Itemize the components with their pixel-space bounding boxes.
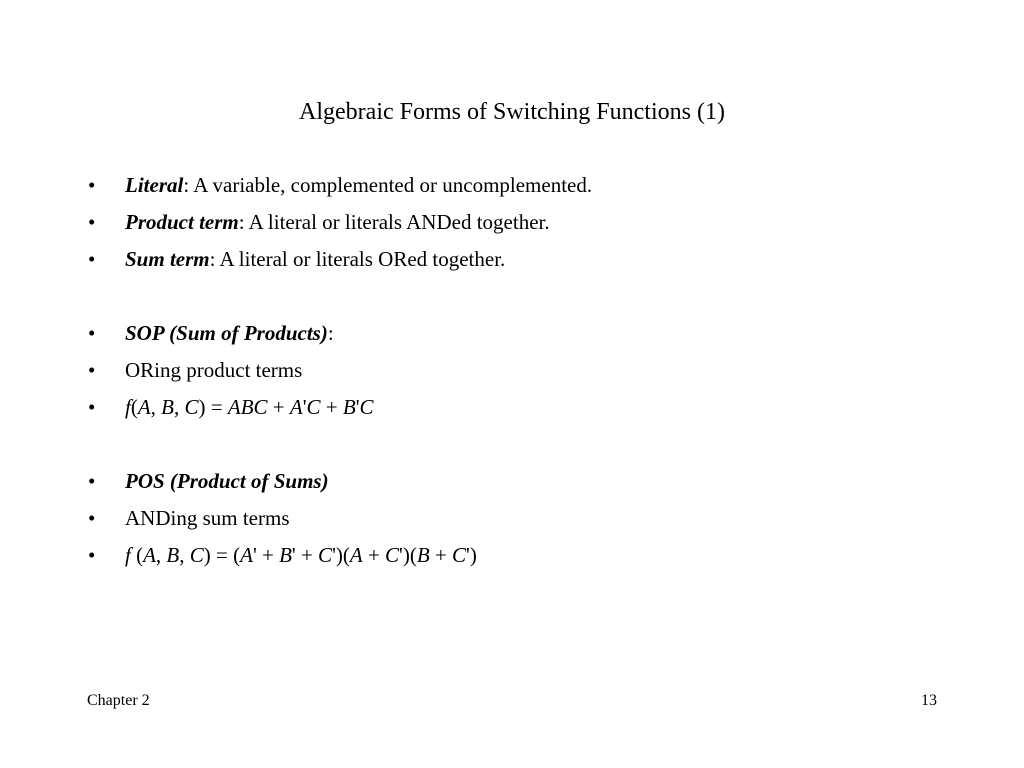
bullet-icon: • xyxy=(88,321,96,345)
bullet-literal xyxy=(88,167,968,204)
pos-formula: f (A, B, C) = (A' + B' + C')(A + C')(B + C') xyxy=(125,543,477,567)
term-product-term: Product term xyxy=(125,210,239,234)
term-literal: Literal xyxy=(125,173,184,197)
bullet-icon: • xyxy=(88,210,96,234)
term-sop: SOP (Sum of Products) xyxy=(125,321,328,345)
bullet-oring-product-terms xyxy=(88,352,968,389)
definition-sum-term: : A literal or literals ORed together. xyxy=(209,247,506,271)
bullet-sop xyxy=(88,315,968,352)
footer-page-number: 13 xyxy=(921,692,937,709)
bullet-pos xyxy=(88,463,968,500)
bullet-icon: • xyxy=(88,395,96,419)
sop-formula: f(A, B, C) = ABC + A'C + B'C xyxy=(125,395,374,419)
bullet-icon: • xyxy=(88,506,96,530)
definition-product-term: : A literal or literals ANDed together. xyxy=(238,210,550,234)
bullet-sum-term xyxy=(88,241,968,278)
bullet-icon: • xyxy=(88,247,96,271)
term-sum-term: Sum term xyxy=(125,247,210,271)
definition-literal: : A variable, complemented or uncomplemented. xyxy=(183,173,593,197)
bullet-list xyxy=(88,167,968,574)
bullet-icon: • xyxy=(88,173,96,197)
slide-title: Algebraic Forms of Switching Functions (1) xyxy=(299,99,725,125)
bullet-sop-formula xyxy=(88,389,968,426)
bullet-icon: • xyxy=(88,358,96,382)
text-oring-product-terms: ORing product terms xyxy=(125,358,303,382)
definition-sop: : xyxy=(327,321,334,345)
bullet-product-term xyxy=(88,204,968,241)
bullet-icon: • xyxy=(88,469,96,493)
bullet-pos-formula xyxy=(88,537,968,574)
text-anding-sum-terms: ANDing sum terms xyxy=(125,506,290,530)
footer-chapter: Chapter 2 xyxy=(87,692,150,709)
bullet-icon: • xyxy=(88,543,96,567)
bullet-anding-sum-terms xyxy=(88,500,968,537)
term-pos: POS (Product of Sums) xyxy=(125,469,329,493)
